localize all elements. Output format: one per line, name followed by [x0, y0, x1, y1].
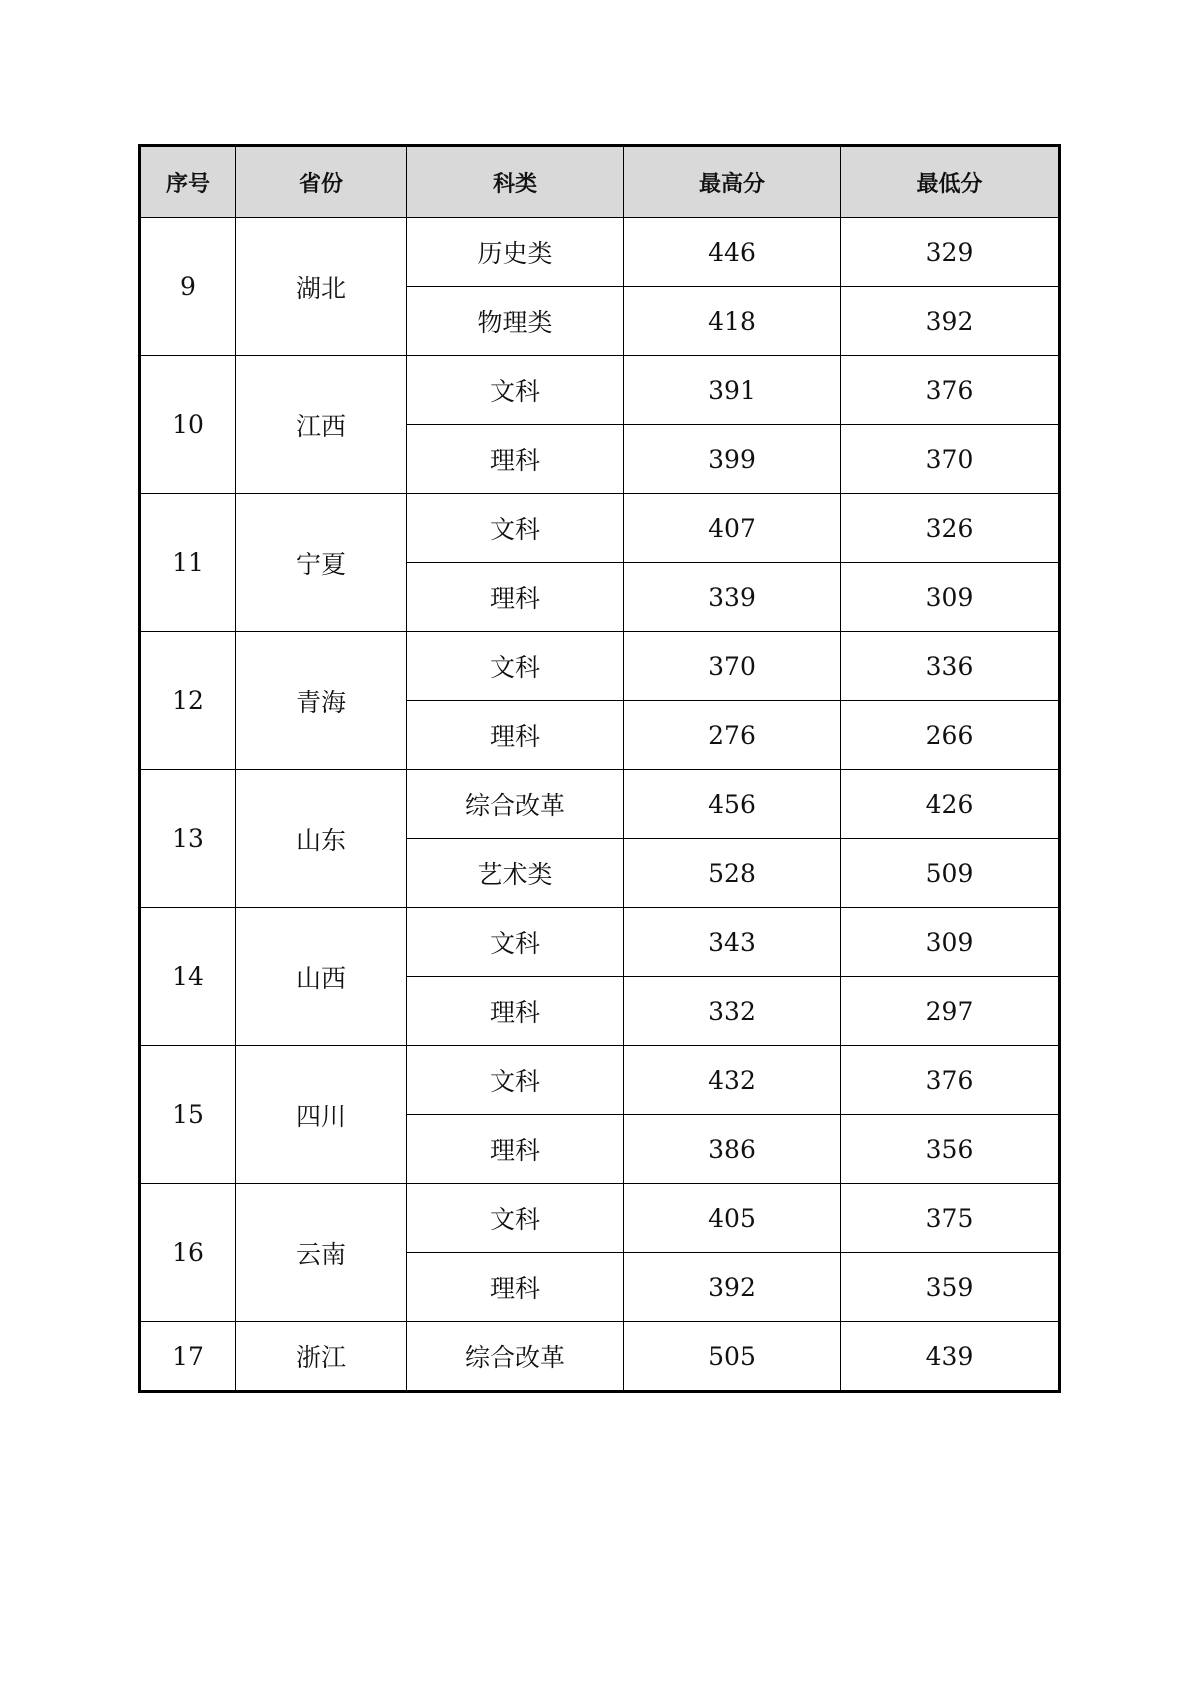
row-category: 物理类: [407, 287, 624, 356]
row-province: 山西: [236, 908, 407, 1046]
row-min-score: 297: [841, 977, 1060, 1046]
row-max-score: 276: [624, 701, 841, 770]
row-province: 云南: [236, 1184, 407, 1322]
row-category: 理科: [407, 1253, 624, 1322]
row-category: 历史类: [407, 218, 624, 287]
row-index: 15: [140, 1046, 236, 1184]
row-min-score: 392: [841, 287, 1060, 356]
row-index: 13: [140, 770, 236, 908]
row-province: 青海: [236, 632, 407, 770]
row-min-score: 309: [841, 908, 1060, 977]
row-min-score: 439: [841, 1322, 1060, 1392]
row-max-score: 505: [624, 1322, 841, 1392]
row-min-score: 376: [841, 356, 1060, 425]
row-province: 四川: [236, 1046, 407, 1184]
row-max-score: 432: [624, 1046, 841, 1115]
row-category: 理科: [407, 425, 624, 494]
header-min-score: 最低分: [841, 146, 1060, 218]
row-max-score: 392: [624, 1253, 841, 1322]
row-category: 理科: [407, 977, 624, 1046]
row-min-score: 376: [841, 1046, 1060, 1115]
row-category: 文科: [407, 1184, 624, 1253]
row-min-score: 329: [841, 218, 1060, 287]
row-max-score: 456: [624, 770, 841, 839]
row-max-score: 399: [624, 425, 841, 494]
table-row: [140, 494, 1060, 563]
header-index: 序号: [140, 146, 236, 218]
row-category: 文科: [407, 908, 624, 977]
row-max-score: 418: [624, 287, 841, 356]
row-max-score: 391: [624, 356, 841, 425]
table-row: [140, 908, 1060, 977]
row-index: 12: [140, 632, 236, 770]
row-index: 17: [140, 1322, 236, 1392]
table-row: [140, 770, 1060, 839]
header-province: 省份: [236, 146, 407, 218]
row-max-score: 528: [624, 839, 841, 908]
row-min-score: 336: [841, 632, 1060, 701]
row-category: 艺术类: [407, 839, 624, 908]
row-min-score: 356: [841, 1115, 1060, 1184]
row-category: 文科: [407, 1046, 624, 1115]
row-max-score: 370: [624, 632, 841, 701]
header-category: 科类: [407, 146, 624, 218]
row-max-score: 405: [624, 1184, 841, 1253]
row-max-score: 332: [624, 977, 841, 1046]
row-min-score: 370: [841, 425, 1060, 494]
row-index: 9: [140, 218, 236, 356]
row-category: 理科: [407, 701, 624, 770]
row-province: 湖北: [236, 218, 407, 356]
row-max-score: 407: [624, 494, 841, 563]
table-row: [140, 356, 1060, 425]
row-province: 浙江: [236, 1322, 407, 1392]
header-max-score: 最高分: [624, 146, 841, 218]
row-min-score: 309: [841, 563, 1060, 632]
row-index: 10: [140, 356, 236, 494]
row-category: 文科: [407, 632, 624, 701]
table-row: [140, 1322, 1060, 1392]
score-table: [138, 144, 1061, 1393]
row-min-score: 375: [841, 1184, 1060, 1253]
table-header-row: [140, 146, 1060, 218]
row-province: 江西: [236, 356, 407, 494]
row-min-score: 326: [841, 494, 1060, 563]
row-category: 综合改革: [407, 770, 624, 839]
row-max-score: 446: [624, 218, 841, 287]
row-index: 14: [140, 908, 236, 1046]
row-category: 文科: [407, 494, 624, 563]
table-row: [140, 1184, 1060, 1253]
row-category: 综合改革: [407, 1322, 624, 1392]
row-min-score: 266: [841, 701, 1060, 770]
score-table-container: [138, 144, 1058, 1393]
row-max-score: 386: [624, 1115, 841, 1184]
row-max-score: 343: [624, 908, 841, 977]
row-min-score: 359: [841, 1253, 1060, 1322]
row-province: 宁夏: [236, 494, 407, 632]
row-min-score: 426: [841, 770, 1060, 839]
row-index: 11: [140, 494, 236, 632]
row-category: 理科: [407, 1115, 624, 1184]
row-min-score: 509: [841, 839, 1060, 908]
row-index: 16: [140, 1184, 236, 1322]
row-category: 理科: [407, 563, 624, 632]
table-row: [140, 632, 1060, 701]
row-province: 山东: [236, 770, 407, 908]
table-row: [140, 218, 1060, 287]
row-category: 文科: [407, 356, 624, 425]
table-row: [140, 1046, 1060, 1115]
row-max-score: 339: [624, 563, 841, 632]
